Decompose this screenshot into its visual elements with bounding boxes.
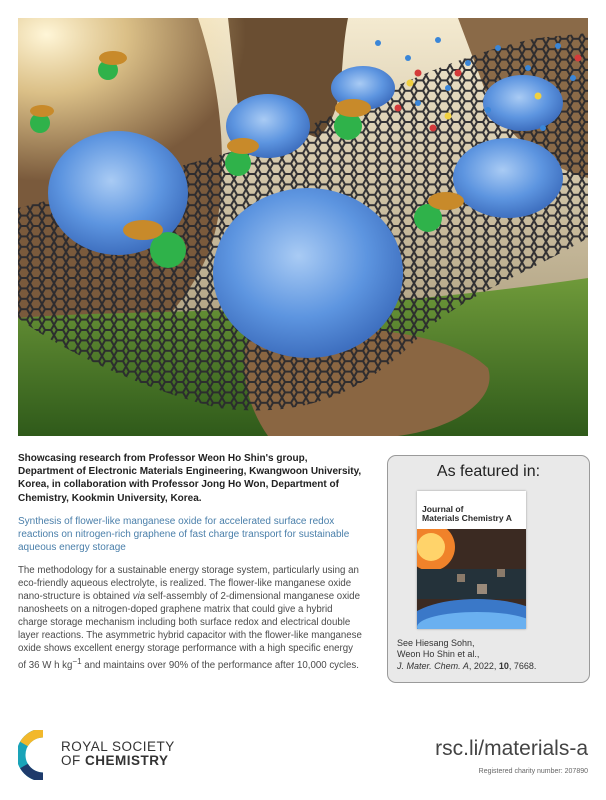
citation[interactable] — [397, 638, 536, 672]
rsc-line2: CHEMISTRY — [85, 753, 169, 768]
rsc-of: OF — [61, 753, 85, 768]
citation-line2: Weon Ho Shin et al., — [397, 649, 480, 660]
rsc-wordmark — [61, 740, 175, 768]
citation-journal: J. Mater. Chem. A — [397, 660, 469, 671]
cover-title-line2: Materials Chemistry A — [422, 512, 512, 523]
citation-year: , 2022, — [468, 660, 499, 671]
article-title: Synthesis of flower-like manganese oxide for accelerated surface redox reactions on nitrogen-rich graphene of fast charge transport for sustainable aqueous energy storage — [18, 515, 350, 554]
abstract-part2: self-assembly of 2-dimensional manganese oxide nanosheets on a nitrogen-doped graphene matrix that could give a hybrid charge storage mechanism including both surface redox and electrical double layer reactions. The asymmetric hybrid capacitor with the flower-like manganese oxide shows excellent energy storage performance with a high specific energy of 36 W h kg — [18, 591, 362, 671]
journal-cover[interactable] — [417, 491, 526, 629]
showcase-text: Showcasing research from Professor Weon Ho Shin's group, Department of Electronic Materials Engineering, Kwangwoon University, Korea, in collaboration with Professor Jong Ho Won, Department of Chemistry, Kookmin University, Korea. — [18, 453, 362, 504]
cover-title-line1: Journal of — [422, 504, 464, 514]
journal-url[interactable]: rsc.li/materials-a — [435, 737, 588, 760]
abstract-part3: and maintains over 90% of the performance after 10,000 cycles. — [81, 660, 359, 671]
article-abstract — [18, 565, 363, 672]
charity-number: Registered charity number: 207890 — [478, 768, 588, 775]
cover-artwork — [417, 529, 526, 629]
article-description — [18, 452, 363, 673]
rsc-line1: ROYAL SOCIETY — [61, 739, 175, 754]
cover-journal-title — [422, 505, 512, 523]
abstract-superscript: −1 — [72, 656, 82, 666]
citation-volume: 10 — [498, 660, 509, 671]
abstract-part1: The methodology for a sustainable energy storage system, particularly using an eco-friendly aqueous electrolyte, is realized. The flower-like manganese oxide nano-structure is obtained — [18, 565, 359, 603]
citation-line3 — [397, 661, 536, 672]
citation-pages: , 7668. — [508, 660, 537, 671]
citation-line1: See Hiesang Sohn, — [397, 638, 475, 648]
featured-title: As featured in: — [436, 463, 541, 480]
abstract-via: via — [132, 591, 146, 603]
cover-illustration — [18, 18, 588, 436]
